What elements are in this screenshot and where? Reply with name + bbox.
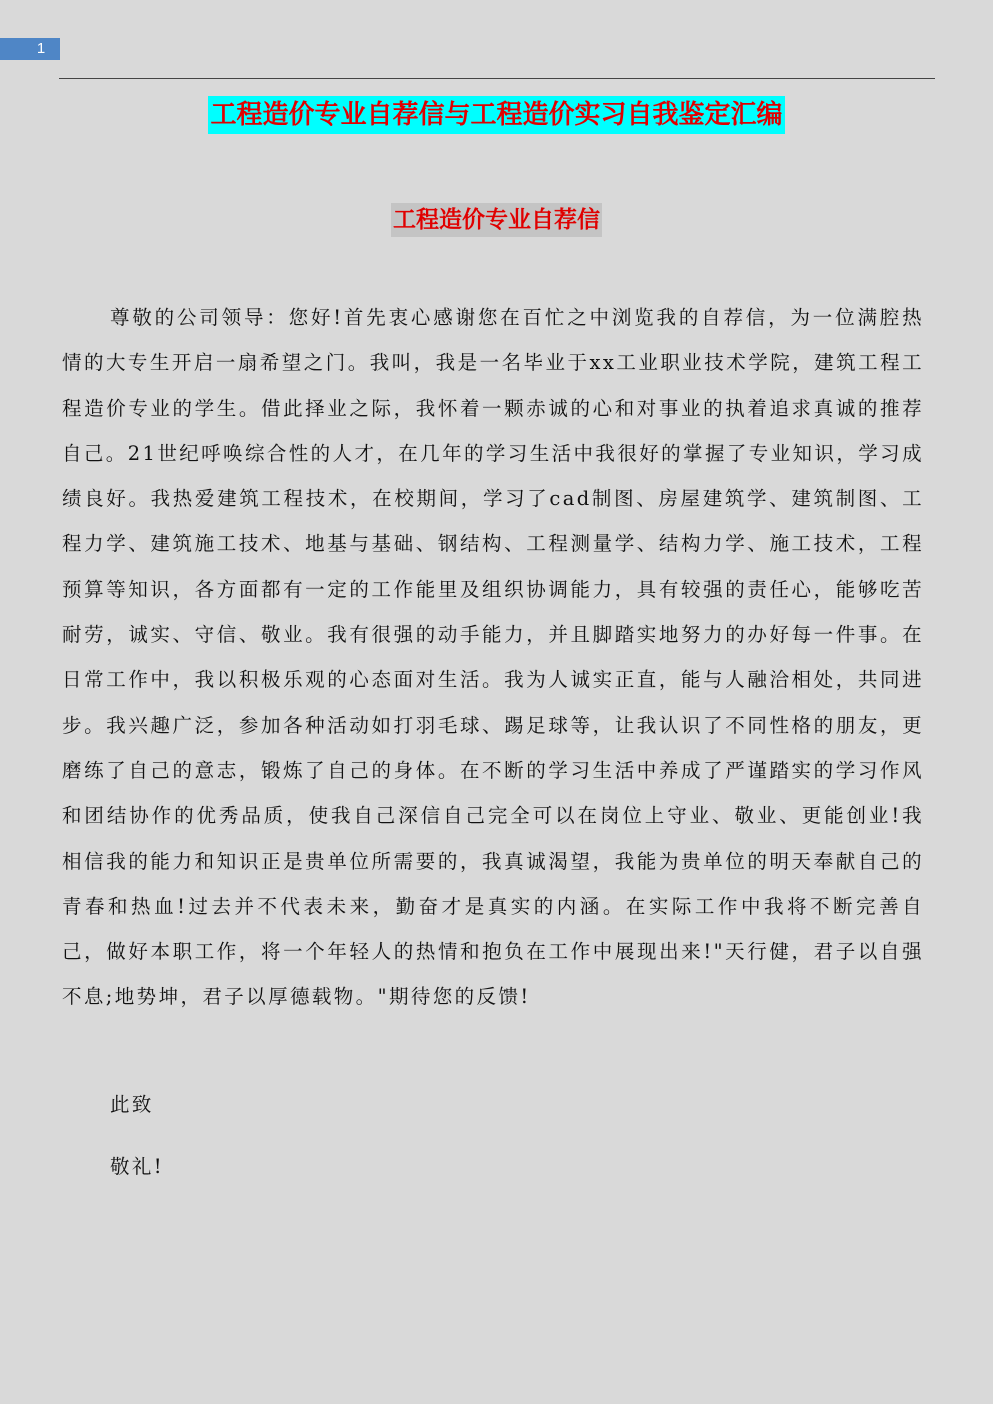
closing-salutation: 此致 bbox=[110, 1093, 154, 1116]
letter-body: 尊敬的公司领导：您好!首先衷心感谢您在百忙之中浏览我的自荐信，为一位满腔热情的大专生开启一扇希望之门。我叫，我是一名毕业于xx工业职业技术学院，建筑工程工程造价专业的学生。借此择业之际，我怀着一颗赤诚的心和对事业的执着追求真诚的推荐自己。21世纪呼唤综合性的人才，在几年的学习生活中我很好的掌握了专业知识，学习成绩良好。我热爱建筑工程技术，在校期间，学习了cad制图、房屋建筑学、建筑制图、工程力学、建筑施工技术、地基与基础、钢结构、工程测量学、结构力学、施工技术，工程预算等知识，各方面都有一定的工作能里及组织协调能力，具有较强的责任心，能够吃苦耐劳，诚实、守信、敬业。我有很强的动手能力，并且脚踏实地努力的办好每一件事。在日常工作中，我以积极乐观的心态面对生活。我为人诚实正直，能与人融洽相处，共同进步。我兴趣广泛，参加各种活动如打羽毛球、踢足球等，让我认识了不同性格的朋友，更磨练了自己的意志，锻炼了自己的身体。在不断的学习生活中养成了严谨踏实的学习作风和团结协作的优秀品质，使我自己深信自己完全可以在岗位上守业、敬业、更能创业!我相信我的能力和知识正是贵单位所需要的，我真诚渴望，我能为贵单位的明天奉献自己的青春和热血!过去并不代表未来，勤奋才是真实的内涵。在实际工作中我将不断完善自己，做好本职工作，将一个年轻人的热情和抱负在工作中展现出来!"天行健，君子以自强不息;地势坤，君子以厚德载物。"期待您的反馈! bbox=[62, 306, 924, 1009]
page-number-badge: 1 bbox=[0, 38, 60, 60]
closing-regards: 敬礼! bbox=[110, 1155, 165, 1178]
main-title-container bbox=[0, 96, 993, 134]
section-title-container bbox=[0, 203, 993, 237]
header-divider bbox=[59, 78, 935, 79]
main-title: 工程造价专业自荐信与工程造价实习自我鉴定汇编 bbox=[208, 96, 784, 134]
section-title: 工程造价专业自荐信 bbox=[391, 203, 602, 237]
